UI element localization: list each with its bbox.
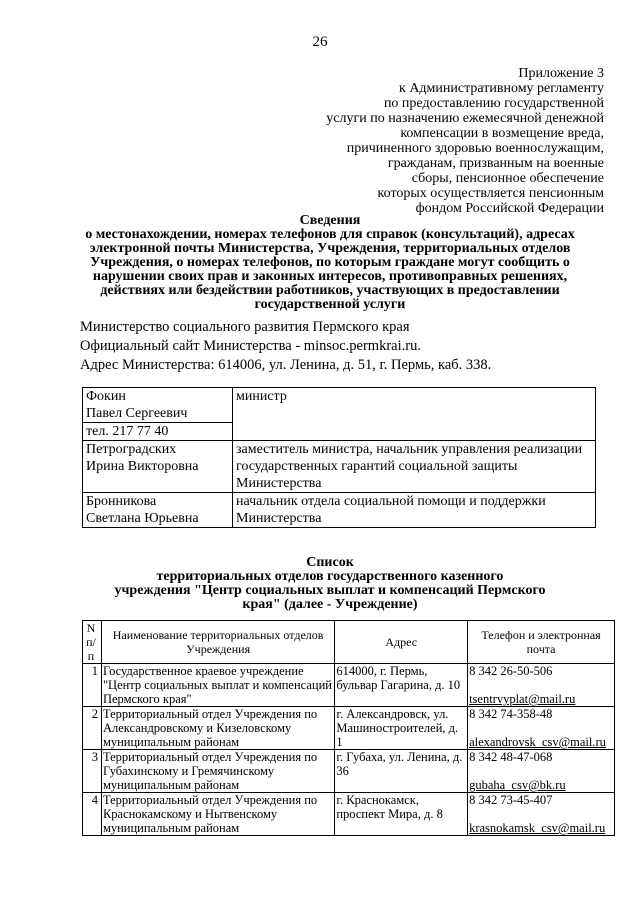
row-email[interactable]: alexandrovsk_csv@mail.ru [469, 735, 606, 749]
row-address: г. Александровск, ул. Машиностроителей, д. 1 [335, 707, 468, 750]
svedeniya-line: электронной почты Министерства, Учреждения, территориальных отделов [89, 241, 571, 256]
appendix-line: фондом Российской Федерации [415, 201, 604, 216]
appendix-line: которых осуществляется пенсионным [377, 186, 604, 201]
ministry-website: Официальный сайт Министерства - minsoc.permkrai.ru. [80, 338, 421, 354]
row-contact [468, 793, 615, 836]
row-contact [468, 750, 615, 793]
table-row [83, 664, 615, 707]
row-name: Территориальный отдел Учреждения по Александровскому и Кизеловскому муниципальным районам [101, 707, 334, 750]
spisok-heading [60, 556, 600, 612]
contact-last-name: Фокин [86, 389, 126, 404]
appendix-line: причиненного здоровью военнослужащим, [346, 141, 604, 156]
appendix-line: услуги по назначению ежемесячной денежной [326, 111, 604, 126]
contact-phone: тел. 217 77 40 [83, 423, 233, 441]
svedeniya-line: действиях или бездействии работников, участвующих в предоставлении [100, 283, 560, 298]
svedeniya-line: Учреждения, о номерах телефонов, по которым граждане могут сообщить о [90, 255, 570, 270]
table-row [83, 750, 615, 793]
row-num: 2 [83, 707, 102, 750]
row-name: Территориальный отдел Учреждения по Губахинскому и Гремячинскому муниципальным районам [101, 750, 334, 793]
contact-row-petrogradskikh [83, 441, 596, 493]
contact-position: заместитель министра, начальник управления реализации государственных гарантий социальной защиты Министерства [233, 441, 596, 493]
contact-last-name: Петроградских [86, 442, 177, 457]
contact-name [83, 493, 233, 528]
appendix-header [274, 66, 604, 216]
row-contact [468, 664, 615, 707]
row-address: г. Краснокамск, проспект Мира, д. 8 [335, 793, 468, 836]
appendix-line: компенсации в возмещение вреда, [400, 126, 604, 141]
appendix-line: гражданам, призванным на военные [387, 156, 604, 171]
row-phone: 8 342 48-47-068 [469, 750, 553, 764]
row-email[interactable]: tsentrvyplat@mail.ru [469, 692, 576, 706]
svedeniya-heading [60, 214, 600, 312]
contact-position: министр [233, 388, 596, 441]
svedeniya-line: о местонахождении, номерах телефонов для справок (консультаций), адресах [85, 227, 575, 242]
row-num: 1 [83, 664, 102, 707]
contacts-table [82, 387, 596, 528]
row-email[interactable]: gubaha_csv@bk.ru [469, 778, 566, 792]
appendix-line: Приложение 3 [518, 66, 604, 81]
spisok-line: учреждения "Центр социальных выплат и компенсаций Пермского [114, 583, 546, 598]
spisok-line: края" (далее - Учреждение) [242, 597, 418, 612]
table-row [83, 707, 615, 750]
ministry-name: Министерство социального развития Пермского края [80, 319, 410, 335]
svedeniya-line: государственной услуги [254, 297, 406, 312]
units-table-header [83, 621, 615, 664]
contact-row-bronnikova [83, 493, 596, 528]
appendix-line: к Административному регламенту [399, 81, 604, 96]
svedeniya-line: нарушении своих прав и законных интересов, противоправных решениях, [92, 269, 568, 284]
row-num: 4 [83, 793, 102, 836]
contact-last-name: Бронникова [86, 494, 157, 509]
contact-first-name: Светлана Юрьевна [86, 511, 199, 526]
header-name: Наименование территориальных отделов Учреждения [101, 621, 334, 664]
row-address: 614000, г. Пермь, бульвар Гагарина, д. 10 [335, 664, 468, 707]
spisok-line: территориальных отделов государственного казенного [156, 569, 504, 584]
page-number: 26 [312, 34, 328, 50]
contact-position: начальник отдела социальной помощи и поддержки Министерства [233, 493, 596, 528]
row-phone: 8 342 74-358-48 [469, 707, 553, 721]
row-num: 3 [83, 750, 102, 793]
row-name: Государственное краевое учреждение "Центр социальных выплат и компенсаций Пермского края" [101, 664, 334, 707]
contact-name [83, 388, 233, 423]
contact-first-name: Ирина Викторовна [86, 459, 199, 474]
contact-first-name: Павел Сергеевич [86, 406, 188, 421]
header-num: N п/п [83, 621, 102, 664]
svedeniya-line: Сведения [299, 213, 361, 228]
row-phone: 8 342 26-50-506 [469, 664, 553, 678]
header-contact: Телефон и электронная почта [468, 621, 615, 664]
row-email[interactable]: krasnokamsk_csv@mail.ru [469, 821, 606, 835]
appendix-line: сборы, пенсионное обеспечение [411, 171, 604, 186]
contact-row-fokin [83, 388, 596, 423]
appendix-line: по предоставлению государственной [383, 96, 604, 111]
spisok-line: Список [306, 555, 354, 570]
row-address: г. Губаха, ул. Ленина, д. 36 [335, 750, 468, 793]
header-address: Адрес [335, 621, 468, 664]
contact-name [83, 441, 233, 493]
table-row [83, 793, 615, 836]
row-contact [468, 707, 615, 750]
row-phone: 8 342 73-45-407 [469, 793, 553, 807]
row-name: Территориальный отдел Учреждения по Краснокамскому и Нытвенскому муниципальным районам [101, 793, 334, 836]
ministry-address: Адрес Министерства: 614006, ул. Ленина, д. 51, г. Пермь, каб. 338. [80, 357, 492, 373]
ministry-info [80, 318, 491, 375]
units-table [82, 620, 615, 836]
